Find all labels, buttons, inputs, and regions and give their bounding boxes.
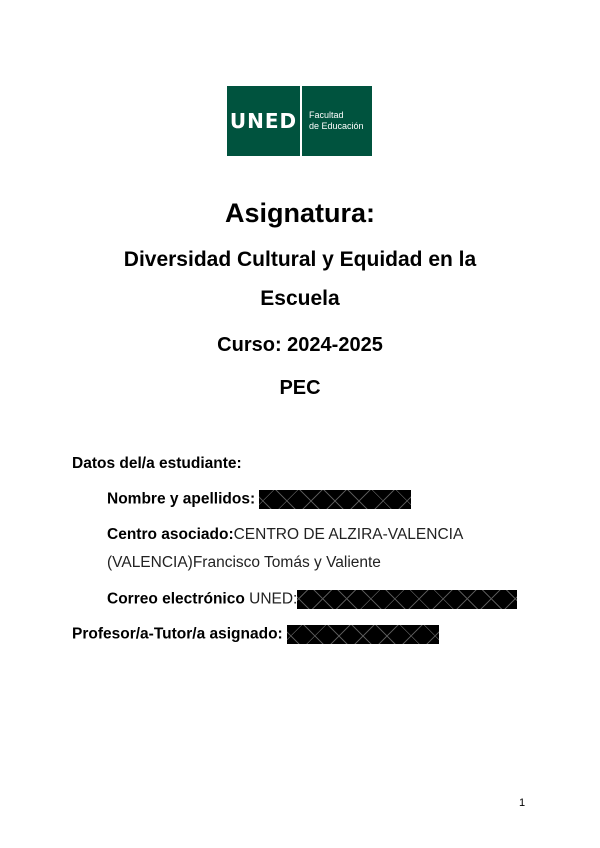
redacted-email (297, 590, 517, 609)
student-email-row (107, 590, 517, 609)
student-email-label: Correo electrónico (107, 590, 245, 608)
student-center-row (107, 526, 463, 544)
student-center-value-1: CENTRO DE ALZIRA-VALENCIA (233, 526, 464, 543)
faculty-line-1: Facultad (309, 110, 344, 120)
course-year: Curso: 2024-2025 (217, 334, 383, 356)
asignatura-heading: Asignatura: (224, 198, 376, 228)
student-name-row (107, 490, 411, 509)
redacted-name (259, 490, 411, 509)
subject-title-line-1: Diversidad Cultural y Equidad en la (123, 248, 477, 271)
uned-logo-text: UNED (229, 109, 298, 133)
student-center-label: Centro asociado: (107, 526, 234, 543)
subject-title-line-2: Escuela (260, 287, 340, 310)
pec-label: PEC (279, 377, 321, 399)
tutor-row (72, 625, 439, 644)
faculty-line-2: de Educación (309, 121, 364, 131)
uned-logo (227, 86, 372, 156)
tutor-label: Profesor/a-Tutor/a asignado: (72, 625, 283, 643)
page-number: 1 (519, 797, 526, 809)
student-email-prefix: UNED: (249, 590, 298, 608)
uned-logo-mark (227, 86, 300, 156)
faculty-logo-block (302, 86, 372, 156)
student-center-value-2: (VALENCIA)Francisco Tomás y Valiente (107, 554, 381, 571)
student-name-label: Nombre y apellidos: (107, 490, 256, 508)
redacted-tutor (287, 625, 439, 644)
student-section-label: Datos del/a estudiante: (72, 455, 242, 472)
